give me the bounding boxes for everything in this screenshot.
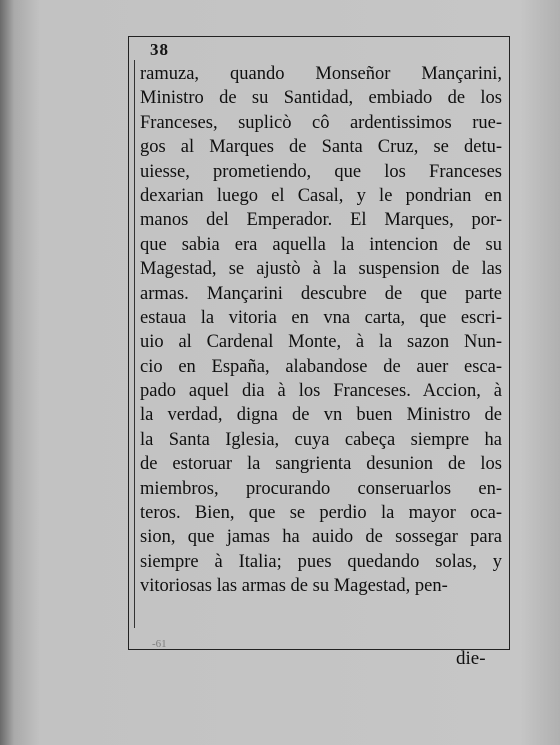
text-line: pado aquel dia à los Franceses. Accion, à <box>140 381 502 402</box>
text-line: uio al Cardenal Monte, à la sazon Nun- <box>140 332 502 353</box>
text-line: teros. Bien, que se perdio la mayor oca- <box>140 503 502 524</box>
binding-shadow <box>0 0 14 745</box>
text-line: sion, que jamas ha auido de sossegar para <box>140 527 502 548</box>
text-line: estaua la vitoria en vna carta, que escri- <box>140 307 502 328</box>
text-line: miembros, procurando conseruarlos en- <box>140 478 502 499</box>
text-line: vitoriosas las armas de su Magestad, pen- <box>140 576 448 597</box>
text-line: dexarian luego el Casal, y le pondrian en <box>140 185 502 206</box>
text-line: cio en España, alabandose de auer esca- <box>140 356 502 377</box>
text-line: Ministro de su Santidad, embiado de los <box>140 88 502 109</box>
text-line: Franceses, suplicò cô ardentissimos rue- <box>140 112 502 133</box>
text-line: manos del Emperador. El Marques, por- <box>140 210 502 231</box>
marginal-mark: -61 <box>152 638 167 650</box>
text-line: armas. Mançarini descubre de que parte <box>140 283 502 304</box>
catchword: die- <box>456 648 486 669</box>
text-line: gos al Marques de Santa Cruz, se detu- <box>140 137 502 158</box>
text-line: que sabia era aquella la intencion de su <box>140 234 502 255</box>
body-text <box>140 62 502 599</box>
text-line: la verdad, digna de vn buen Ministro de <box>140 405 502 426</box>
text-line: de estoruar la sangrienta desunion de los <box>140 454 502 475</box>
inner-margin-rule <box>134 60 135 628</box>
text-line: siempre à Italia; pues quedando solas, y <box>140 551 502 572</box>
page-number: 38 <box>150 40 169 59</box>
text-line: ramuza, quando Monseñor Mançarini, <box>140 64 502 84</box>
text-line: la Santa Iglesia, cuya cabeça siempre ha <box>140 429 502 450</box>
text-line: Magestad, se ajustò à la suspension de las <box>140 259 502 280</box>
text-line: uiesse, prometiendo, que los Franceses <box>140 161 502 182</box>
